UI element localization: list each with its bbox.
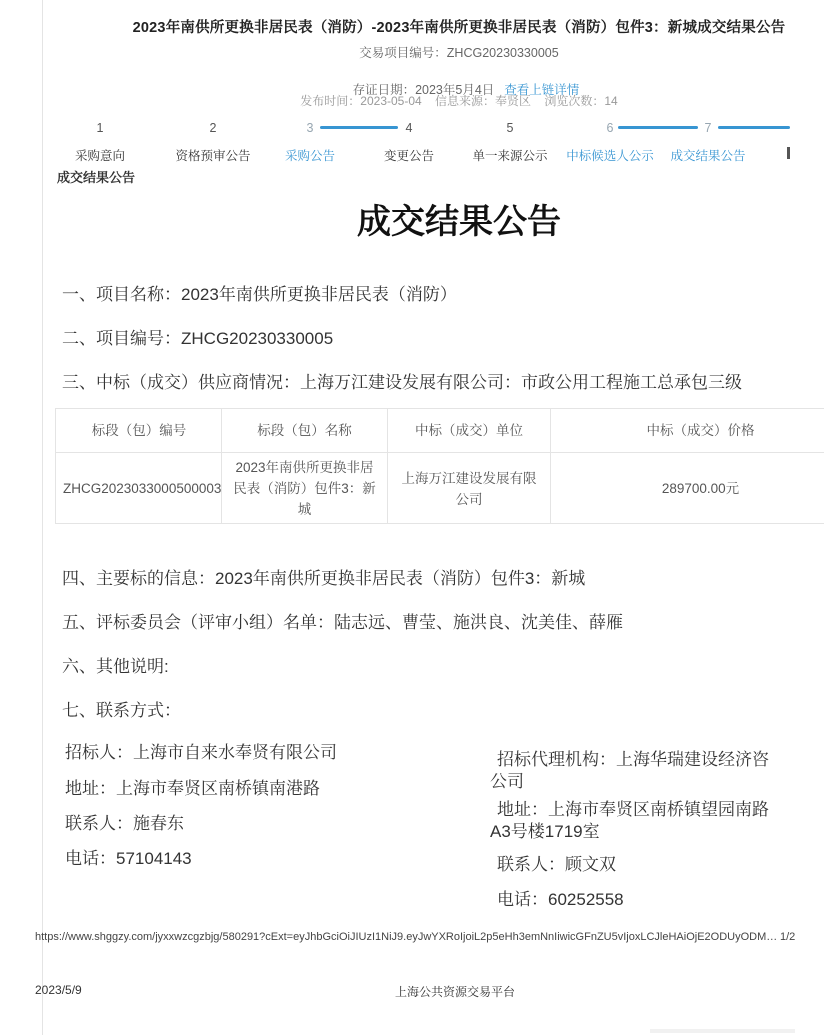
step-label[interactable]: 变更公告 <box>383 149 434 163</box>
cell-package-name: 2023年南供所更换非居民表（消防）包件3：新城 <box>221 453 387 524</box>
step-connector-line <box>718 126 790 129</box>
project-number: 交易项目编号：ZHCG20230330005 <box>359 46 559 60</box>
section-contact-info: 七、联系方式： <box>62 701 181 720</box>
col-header-price: 中标（成交）价格 <box>550 409 824 452</box>
step-connector-line <box>618 126 698 129</box>
cell-winner: 上海万江建设发展有限公司 <box>387 453 550 524</box>
step-number: 1 <box>96 121 104 135</box>
step-purchase-intent[interactable] <box>40 120 160 164</box>
step-label[interactable]: 中标候选人公示 <box>566 149 654 163</box>
step-number: 5 <box>506 121 514 135</box>
cell-price: 289700.00元 <box>550 453 824 524</box>
step-number: 2 <box>209 121 217 135</box>
tenderer-contact-person: 联系人：施春东 <box>65 814 184 833</box>
step-label[interactable]: 成交结果公告 <box>670 149 746 163</box>
agency-name-line1: 招标代理机构：上海华瑞建设经济咨 <box>497 750 769 769</box>
step-number: 3 <box>306 121 314 135</box>
step-label[interactable]: 资格预审公告 <box>175 149 251 163</box>
clipped-next-step-fragment <box>787 147 790 159</box>
agency-address-line1: 地址：上海市奉贤区南桥镇望园南路 <box>497 800 769 819</box>
step-connector-line <box>320 126 398 129</box>
table-row <box>56 452 824 523</box>
section-supplier-info: 三、中标（成交）供应商情况：上海万江建设发展有限公司：市政公用工程施工总承包三级 <box>62 373 742 392</box>
section-project-name: 一、项目名称：2023年南供所更换非居民表（消防） <box>62 285 457 304</box>
current-section-heading: 成交结果公告 <box>57 170 136 185</box>
agency-address-line2: A3号楼1719室 <box>490 822 600 841</box>
step-label[interactable]: 采购意向 <box>74 149 125 163</box>
agency-contact-person: 联系人：顾文双 <box>497 855 616 874</box>
step-number: 7 <box>704 121 712 135</box>
next-page-preview-fragment <box>650 1029 795 1033</box>
step-number: 6 <box>606 121 614 135</box>
section-subject-info: 四、主要标的信息：2023年南供所更换非居民表（消防）包件3：新城 <box>62 569 586 588</box>
view-chain-link[interactable]: 查看上链详情 <box>504 83 580 97</box>
section-committee: 五、评标委员会（评审小组）名单：陆志远、曹莹、施洪良、沈美佳、薛雁 <box>62 613 623 632</box>
progress-steps <box>42 120 824 166</box>
col-header-package-code: 标段（包）编号 <box>91 423 187 438</box>
section-other-notes: 六、其他说明: <box>62 657 169 676</box>
print-date: 2023/5/9 <box>35 983 82 997</box>
print-page-indicator: 1/2 <box>780 931 796 943</box>
tenderer-name: 招标人：上海市自来水奉贤有限公司 <box>65 743 337 762</box>
print-site-name: 上海公共资源交易平台 <box>394 985 515 999</box>
cert-date-text: 存证日期：2023年5月4日 <box>352 83 495 97</box>
table-header-row <box>56 409 824 452</box>
publish-meta: 发布时间：2023-05-04 信息来源：奉贤区 浏览次数：14 <box>300 94 618 108</box>
tenderer-phone: 电话：57104143 <box>65 849 192 868</box>
announcement-heading: 成交结果公告 <box>357 203 561 241</box>
step-label[interactable]: 单一来源公示 <box>472 149 548 163</box>
agency-phone: 电话：60252558 <box>497 890 624 909</box>
col-header-package-name: 标段（包）名称 <box>221 409 387 452</box>
step-number: 4 <box>405 121 413 135</box>
print-source-url: https://www.shggzy.com/jyxxwzcgzbjg/580291?cExt=eyJhbGciOiJIUzI1NiJ9.eyJwYXRoIjoiL2p5eHh3emNnIiwicGFnZU5vIjoxLCJleHAiOjE2ODUyODM… <box>35 931 778 943</box>
result-table <box>55 408 824 524</box>
page-title: 2023年南供所更换非居民表（消防）-2023年南供所更换非居民表（消防）包件3：新城成交结果公告 <box>132 20 786 36</box>
announcement-page <box>42 0 824 1035</box>
cell-package-code: ZHCG2023033000500003 <box>63 481 222 496</box>
col-header-winner: 中标（成交）单位 <box>387 409 550 452</box>
step-label[interactable]: 采购公告 <box>284 149 335 163</box>
tenderer-address: 地址：上海市奉贤区南桥镇南港路 <box>65 779 320 798</box>
section-project-number: 二、项目编号：ZHCG20230330005 <box>62 329 334 348</box>
agency-name-line2: 公司 <box>490 772 524 791</box>
